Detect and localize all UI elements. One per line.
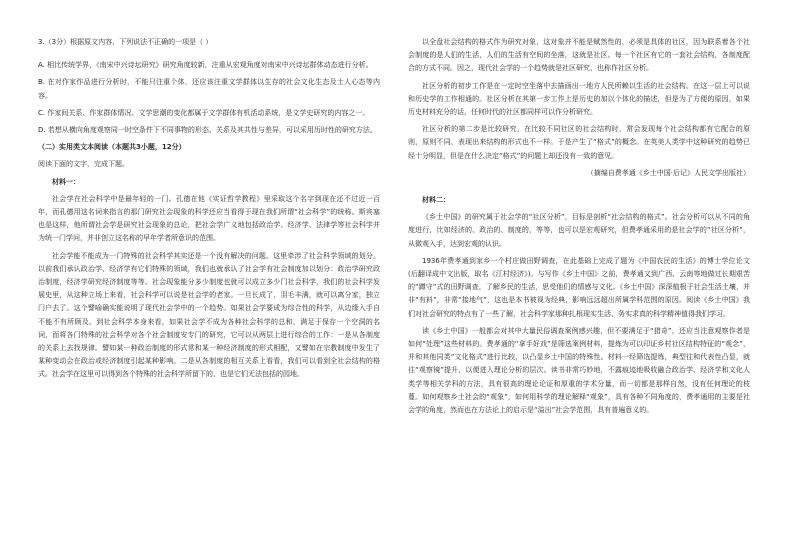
left-column [38, 36, 380, 386]
material-1-paragraph-2: 社会学能不能成为一门特殊的社会科学其实还是一个没有解决的问题。这里牵涉了社会科学领域的划分。以前我们承认政治学、经济学有它们特殊的领域，我们也就承认了社会学有社会制度加以划分：政治学研究政治制度，经济学研究经济制度等等。社会现象能分多少制度也就可以成立多少门社会科学，我们的社会科学发展史里，从这种立场上来看，社会科学可以说是社会学的老家。一旦长成了，羽毛丰满，就可以离分家，独立门户去了。这个譬喻确实能说明了现代社会学中的一个趋势。如果社会学要成为综合性的科学，从边缘入手自不能不有所顾及。到社会科学本身来看，如果社会学不成为各种社会科学的总和，满足于保存一个空洞的名词，而将各门特殊的社会科学对各个社会制度安专门的研究，它可以从两层上进行综合的工作：一是从各制度的关系上去找规律。譬如某一种政治制度的形式常和某一种经济制度的形式相配，又譬如在宗教制度中发生了某种变动会在政治或经济制度引起某种影响。二是从各制度的相互关系上看看，我们可以看到全社会结构的格式。社会学在这里可以得到各个特殊的社会科学所留下的，也是它们无法包括的园地。 [38, 251, 380, 379]
right-column [408, 36, 750, 421]
option-d: D. 若想从横向角度观察同一时空条件下不同事物的形态、关系及其共性与差异，可以采用历时性的研究方法。 [38, 126, 377, 135]
material-1-label: 材料一： [52, 177, 80, 186]
material-2-label: 材料二： [422, 196, 450, 205]
option-c: C. 作家间关系、作家群体情况、文学思潮的变化都属于文学群体有机活动系统，是文学史研究的内容之一。 [38, 108, 370, 117]
material-1-paragraph-3: 以全盘社会结构的格式作为研究对象，这对象并不能是赋然性的，必须是具体的社区，因为联系着各个社会制度的是人们的生活，人们的生活有空间的坐落，这就是社区。每一个社区有它的一套社会结构，各制度配合的方式不同。因之，现代社会学的一个趋势就是社区研究，也称作社区分析。 [408, 38, 750, 73]
material-2-paragraph-3: 读《乡土中国》一般都会对其中大量民俗调查案例感兴趣，但不要满足于“猎奇”，还应当注意观察作者是如何“处理”这些材料的。费孝通的“拿手好戏”是筛选案例材料，提炼为可以印证乡村社区结构特征的“观念”，并和其他同类“文化格式”进行比较，以凸显乡土中国的特殊性。材料一经筛选提炼，典型往和代表性凸显，就往“观察镜”提升，以便进入理论分析的层次。读书非常巧妙地，不露痕迹地吸收融合政治学、经济学和文化人类学等相关学科的方法，具有很高的理论论证和厚重的学术分量，而一切都是那样自然，没有任何理论的枝蔓。如何观察乡土社会的“观象”，如何用科学的理论解释“观象”，具有各种不同角度的，费孝通用的主要是社会学的角度，然而也在方法论上的启示是“溢出”社会学范围，具有普遍意义的。 [408, 326, 750, 415]
material-1-paragraph-5: 社区分析的第二步是比较研究，在比较不同社区的社会结构时，常会发现每个社会结构都有它配合的原则，原则不同，表现出来结构的形式也不一样。于是产生了“格式”的概念。在英美人类学中这种研究的趋势已经十分明显，但是在什么决定“格式”的问题上却还没有一致的意见。 [408, 125, 750, 160]
material-1-source: （摘编自费孝通《乡土中国·后记》人民文学出版社） [586, 168, 750, 177]
question-3-stem: 3.（3分）根据原文内容，下列说法不正确的一项是（ ） [38, 38, 213, 46]
option-b: B. 在对作家作品进行分析时，不能只注重个体，还应该注重文学群体以生存的社会文化生态及士人心态等内容。 [38, 78, 380, 100]
section-heading: （二）实用类文本阅读（本题共3小题，12分） [38, 143, 186, 152]
material-2-paragraph-1: 《乡土中国》的研究属于社会学的“社区分析”，目标是剖析“社会结构的格式”。社会分析可以从不同的角度进行，比如经济的、政治的、制度的，等等，也可以是宏观研究，但费孝通采用的是社会学的“社区分析”，从微观入手，达到宏观的认识。 [408, 213, 750, 248]
option-a: A. 相比传统学界，《南宋中兴诗坛研究》研究角度较新，注重从宏观角度对南宋中兴诗坛群体动态进行分析。 [38, 61, 373, 70]
material-1-paragraph-1: 社会学在社会科学中是最年轻的一门。孔德在他《实证哲学教程》里采取这个名字到现在还不过近一百年，而孔德用这名词来指言的那门研究社会现象的科学还应当看得于现在我们所谓“社会科学”的统称。斯宾塞也是这样，他所谓社会学是研究社会现象的总论，把社会学广义地包括政治学、经济学、法律学等社会科学并为统一门学问，并非创立这名称的早年学者所意识的范围。 [38, 194, 380, 243]
material-1-paragraph-4: 社区分析的初步工作是在一定时空坐落中去描画出一地方人民所赖以生活的社会结构。在这一层上可以说和历史学的工作相通的。社区分析在其第一步工作上是历史的加以个体化的描述，但是为了方便的原因，如果历史材料充分的话，任何时代的社区都同样可以作分析研究。 [408, 81, 750, 117]
instruction-text: 阅读下面的文字，完成下题。 [38, 160, 129, 169]
material-2-paragraph-2: 1936年费孝通到家乡一个村庄做田野调查，在此基础上完成了题为《中国农民的生活》的博士学位论文(后翻译成中文出版，取名《江村经济》)。与写作《乡土中国》之前，费孝通又到广西、云南等地做过长期艰苦的“蹲守”式的田野调查，了解乡民的生活，思受他们的情感与文化。《乡土中国》深深植根于社会生活土壤，并非“有料”，非常“接地气”，这也是本书被视为经典，影响远远超出所属学科范围的原因。阅读《乡土中国》我们对社会研究的特点有了一些了解，社会科学家那种扎根现实生活、务实求真的科学精神值得我们学习。 [408, 256, 750, 318]
